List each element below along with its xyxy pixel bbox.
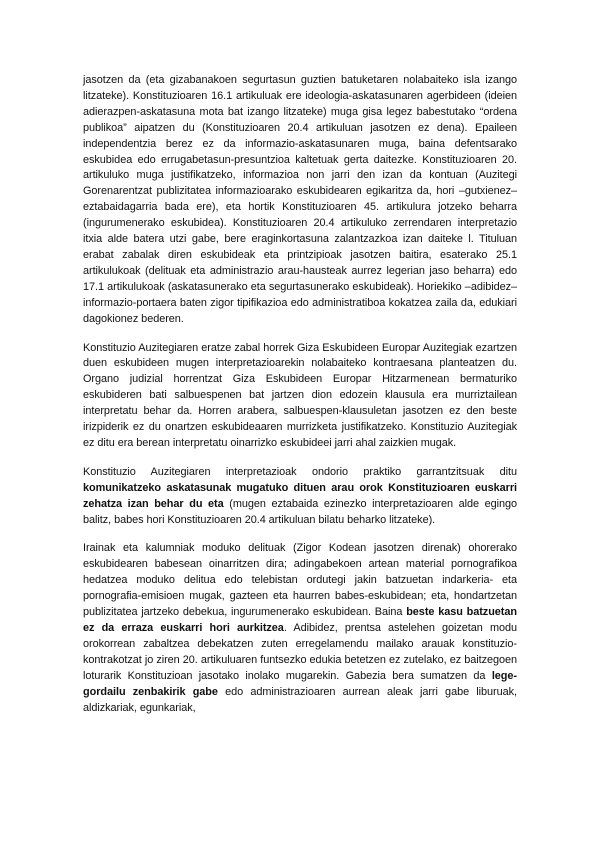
paragraph-4-text-b: . Adibidez, prentsa astelehen goizetan modu orokorrean zabaltzea debekatzen zuten erregelamendu mailako arauak konstituzio-kontrakotzat jo ziren 20. artikuluaren funtsezko edukia betetzen ez zutelako, ez baitzegoen loturarik Konstituzioan jasotako inolako mugarekin. Gabezia bera sumatzen da bbox=[83, 622, 517, 682]
paragraph-4-text-a: Irainak eta kalumniak moduko delituak (Zigor Kodean jasotzen direnak) ohorerako eskubidearen babesean oinarritzen dira; adingabekoen artean material pornografikoa hedatzea moduko delitua edo telebistan ordutegi jakin batzuetan indarkeria- eta pornografia-emisioen mugak, gazteen eta haurren babes-eskubidean; eta, hondartzetan publizitatea jartzeko debekua, ingurumenerako eskubidean. Baina bbox=[83, 542, 517, 619]
paragraph-3-text-a: Konstituzio Auzitegiaren interpretazioak ondorio praktiko garrantzitsuak ditu bbox=[83, 465, 517, 478]
paragraph-2-text: Konstituzio Auzitegiaren eratze zabal horrek Giza Eskubideen Europar Auzitegiak ezartzen duen eskubideen mugen interpretazioarekin nolabaiteko kontraesana planteatzen du. Organo judizial horrentzat Giza Eskubideen Europar Hitzarmenean bermaturiko eskubideren bati salbuespenen bat jartzen dion edozein klausula era murriztailean interpretatu behar da. Horren arabera, salbuespen-klausuletan jasotzen ez den beste irizpiderik ez du onartzen eskubideaaren murrizketa justifikatzeko. Konstituzio Auzitegiak ez ditu era berean interpretatu oinarrizko eskubideei jarri ahal zaizkien mugak. bbox=[83, 341, 517, 449]
paragraph-3 bbox=[83, 465, 517, 529]
paragraph-4-bold-b: lege-gordailu zenbakirik gabe bbox=[83, 669, 517, 698]
paragraph-3-text-b: (mugen eztabaida ezinezko interpretazioaren alde egingo balitz, babes hori Konstituzioaren 20.4 artikuluan bilatu beharko litzateke). bbox=[83, 497, 517, 526]
paragraph-3-bold-a: komunikatzeko askatasunak mugatuko dituen arau orok Konstituzioaren euskarri zehatza izan behar du eta bbox=[83, 481, 517, 510]
paragraph-4 bbox=[83, 541, 517, 716]
paragraph-4-bold-a: beste kasu batzuetan ez da erraza euskarri hori aurkitzea bbox=[83, 606, 517, 634]
paragraph-1-text: jasotzen da (eta gizabanakoen segurtasun guztien batuketaren nolabaiteko isla izango litzateke). Konstituzioaren 16.1 artikuluak ere ideologia-askatasunaren agerbideen (ideien adierazpen-askatasuna mota bat izango litzateke) muga gisa legez babestutako “ordena publikoa” aipatzen du (Konstituzioaren 20.4 artikuluan jasotzen ez dena). Epaileen independentzia berez ez da informazio-askatasunaren muga, baina defentsarako eskubidea edo errugabetasun-presuntzioa kaltetuak gerta daitezke. Konstituzioaren 20. artikuluko muga justifikatzeko, informazioa non jarri den izan da kontuan (Auzitegi Gorenarentzat publizitatea informazioarako eskubidearen egikaritza da, hori –gutxienez– eztabaidagarria bada ere), eta hortik Konstituzioaren 45. artikulura jotzeko beharra (ingurumenerako eskubidea). Konstituzioaren 20.4 artikuluko zerrendaren interpretazio itxia alde batera utzi gabe, bere eraginkortasuna zalantzazkoa izan daiteke l. Tituluan erabat zabalak diren eskubideak eta printzipioak jasotzen baitira, esaterako 25.1 artikulukoak (delituak eta administrazio arau-hausteak aurrez legerian jaso beharra) edo 17.1 artikulukoak (askatasunerako eta segurtasunerako eskubideak). Horiekiko –adibidez– informazio-portaera baten zigor tipifikazioa edo administratiboa kokatzea zaila da, edukiari dagokionez bederen. bbox=[83, 74, 517, 325]
paragraph-1 bbox=[83, 73, 517, 328]
paragraph-2 bbox=[83, 341, 517, 452]
paragraph-4-text-c: edo administrazioaren aurrean aleak jarri gabe liburuak, aldizkariak, egunkariak, bbox=[83, 685, 517, 714]
